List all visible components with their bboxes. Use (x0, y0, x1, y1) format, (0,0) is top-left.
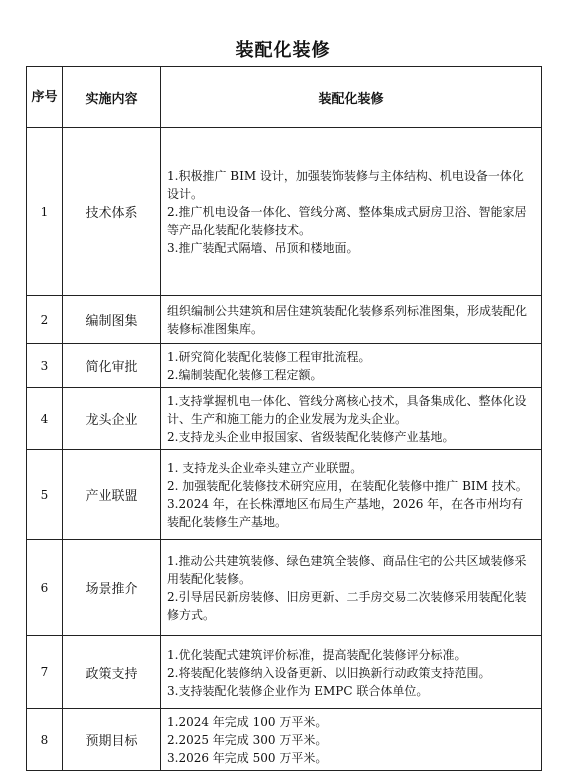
row-item-name: 技术体系 (63, 128, 161, 296)
row-number: 1 (27, 128, 63, 296)
row-number: 4 (27, 388, 63, 450)
row-item-name: 政策支持 (63, 636, 161, 709)
row-content (161, 450, 542, 540)
row-item-name: 产业联盟 (63, 450, 161, 540)
content-line: 组织编制公共建筑和居住建筑装配化装修系列标准图集，形成装配化装修标准图集库。 (167, 304, 528, 336)
row-item-name: 简化审批 (63, 344, 161, 388)
table-row (27, 128, 542, 296)
content-line: 2.引导居民新房装修、旧房更新、二手房交易二次装修采用装配化装修方式。 (167, 590, 527, 622)
row-number: 7 (27, 636, 63, 709)
header-seq: 序号 (27, 67, 63, 128)
table-row (27, 540, 542, 636)
row-number: 3 (27, 344, 63, 388)
table-header-row (27, 67, 542, 128)
content-line: 1.2024 年完成 100 万平米。 (167, 715, 328, 729)
header-content: 装配化装修 (161, 67, 542, 128)
row-item-name: 预期目标 (63, 709, 161, 771)
page-title: 装配化装修 (235, 40, 331, 61)
row-content (161, 540, 542, 636)
content-line: 2.推广机电设备一体化、管线分离、整体集成式厨房卫浴、智能家居等产品化装配化装修技术。 (167, 205, 527, 237)
row-number: 5 (27, 450, 63, 540)
row-content (161, 388, 542, 450)
table-row (27, 344, 542, 388)
content-line: 3.支持装配化装修企业作为 EMPC 联合体单位。 (167, 683, 429, 698)
content-line: 2.支持龙头企业申报国家、省级装配化装修产业基地。 (167, 430, 455, 444)
content-line: 3.2026 年完成 500 万平米。 (167, 751, 328, 765)
content-line: 1.优化装配式建筑评价标准，提高装配化装修评分标准。 (167, 647, 467, 662)
row-content (161, 709, 542, 771)
table-row (27, 450, 542, 540)
row-content (161, 636, 542, 709)
row-item-name: 编制图集 (63, 296, 161, 344)
row-number: 8 (27, 709, 63, 771)
content-line: 2.将装配化装修纳入设备更新、以旧换新行动政策支持范围。 (167, 665, 491, 680)
row-content (161, 344, 542, 388)
content-line: 2.2025 年完成 300 万平米。 (167, 733, 328, 747)
row-number: 6 (27, 540, 63, 636)
content-line: 1.推动公共建筑装修、绿色建筑全装修、商品住宅的公共区域装修采用装配化装修。 (167, 554, 527, 586)
content-line: 1.支持掌握机电一体化、管线分离核心技术，具备集成化、整体化设计、生产和施工能力的企业发展为龙头企业。 (167, 394, 527, 426)
table-body (27, 128, 542, 771)
table-row (27, 296, 542, 344)
row-item-name: 龙头企业 (63, 388, 161, 450)
content-line: 2. 加强装配化装修技术研究应用，在装配化装修中推广 BIM 技术。 (167, 479, 528, 493)
table-row (27, 709, 542, 771)
table-row (27, 388, 542, 450)
content-line: 3.2024 年，在长株潭地区布局生产基地，2026 年，在各市州均有装配化装修生产基地。 (167, 497, 524, 529)
row-item-name: 场景推介 (63, 540, 161, 636)
row-content (161, 296, 542, 344)
row-content (161, 128, 542, 296)
content-line: 1. 支持龙头企业牵头建立产业联盟。 (167, 461, 363, 475)
content-line: 1.积极推广 BIM 设计，加强装饰装修与主体结构、机电设备一体化设计。 (167, 169, 524, 201)
content-line: 2.编制装配化装修工程定额。 (167, 368, 323, 382)
content-line: 3.推广装配式隔墙、吊顶和楼地面。 (167, 241, 359, 255)
header-name: 实施内容 (63, 67, 161, 128)
decoration-plan-table (26, 66, 542, 771)
content-line: 1.研究简化装配化装修工程审批流程。 (167, 350, 371, 364)
table-row (27, 636, 542, 709)
row-number: 2 (27, 296, 63, 344)
